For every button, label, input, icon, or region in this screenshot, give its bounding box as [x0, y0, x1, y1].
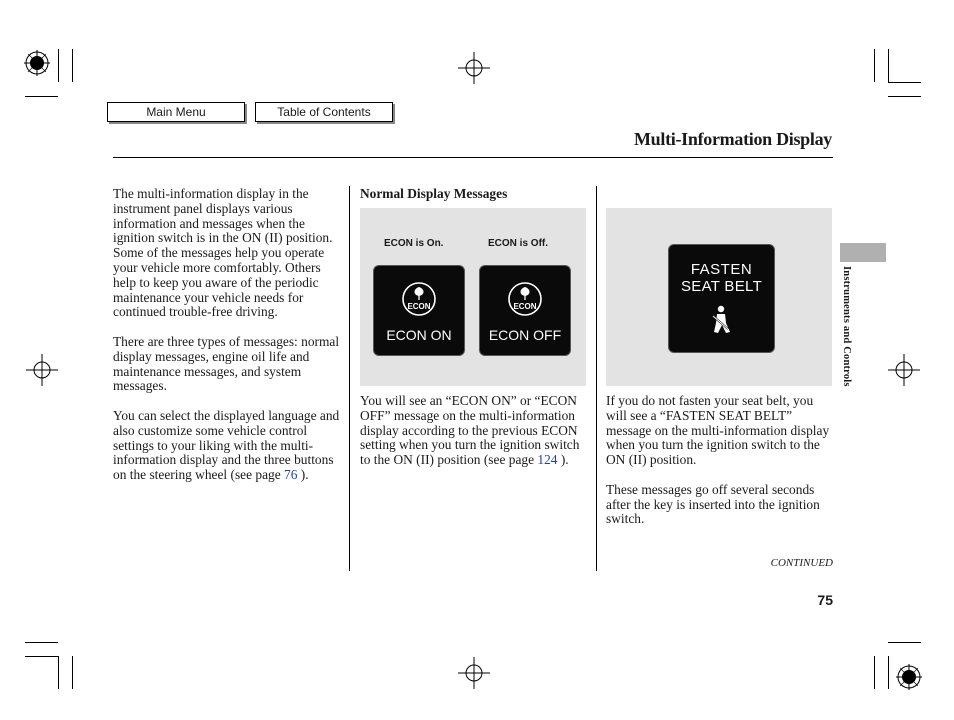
econ-leaf-icon — [507, 281, 543, 317]
econ-leaf-icon — [401, 281, 437, 317]
fasten-seat-belt-display — [668, 244, 775, 353]
intro-column — [113, 187, 341, 498]
caption-econ-on: ECON is On. — [384, 238, 444, 249]
page-link-76[interactable]: 76 — [284, 467, 298, 483]
section-tab-label: Instruments and Controls — [841, 266, 852, 387]
column-divider — [596, 186, 597, 571]
section-tab — [840, 243, 886, 262]
main-menu-button[interactable]: Main Menu — [107, 102, 245, 122]
page-title: Multi-Information Display — [633, 129, 832, 149]
crosshair-icon — [26, 354, 58, 386]
econ-icon-label: ECON — [513, 302, 537, 311]
econ-on-display — [373, 265, 465, 356]
continued-label: CONTINUED — [770, 557, 833, 569]
messages-off-paragraph: These messages go off several seconds after the key is inserted into the ignition switch. — [606, 481, 820, 527]
econ-illustration-panel — [360, 208, 586, 386]
econ-icon-label: ECON — [407, 302, 431, 311]
column-divider — [349, 186, 350, 571]
crosshair-icon — [458, 657, 490, 689]
econ-column-text — [360, 394, 586, 483]
page-link-124[interactable]: 124 — [537, 452, 558, 468]
seatbelt-paragraph: If you do not fasten your seat belt, you will see a “FASTEN SEAT BELT” message on the multi-information display when you turn the ignition switch to the ON (II) position. — [606, 393, 830, 468]
seatbelt-column-text — [606, 394, 834, 542]
intro-paragraph: The multi-information display in the instrument panel displays various information and messages when the ignition switch is in the ON (II) position. Some of the messages help you operate your vehicle more comfortably. Others help to keep you aware of the periodic maintenance your vehicle needs for continued trouble-free driving. — [113, 186, 333, 320]
crosshair-icon — [888, 354, 920, 386]
page-number: 75 — [817, 592, 833, 608]
econ-paragraph: You will see an “ECON ON” or “ECON OFF” message on the multi-information display according to the previous ECON setting when you turn the ignition switch to the ON (II) position (see page 124 ). — [360, 393, 580, 468]
caption-econ-off: ECON is Off. — [488, 238, 549, 249]
customize-paragraph: You can select the displayed language and also customize some vehicle control settings to your liking with the multi-information display and the three buttons on the steering wheel (see page 76 ). — [113, 407, 340, 483]
registration-mark-icon — [22, 48, 52, 78]
econ-off-display — [479, 265, 571, 356]
econ-on-text: ECON ON — [386, 327, 452, 343]
fasten-text: FASTEN — [690, 261, 753, 278]
message-types-paragraph: There are three types of messages: normal display messages, engine oil life and maintenance messages, and system messages. — [113, 333, 340, 394]
registration-mark-icon — [894, 662, 924, 692]
title-rule — [113, 157, 833, 158]
seatbelt-icon — [707, 305, 735, 335]
seatbelt-illustration-panel — [606, 208, 832, 386]
crosshair-icon — [458, 52, 490, 84]
table-of-contents-button[interactable]: Table of Contents — [255, 102, 393, 122]
seat-belt-text: SEAT BELT — [680, 278, 763, 295]
normal-display-heading: Normal Display Messages — [360, 186, 508, 201]
econ-off-text: ECON OFF — [488, 327, 562, 343]
